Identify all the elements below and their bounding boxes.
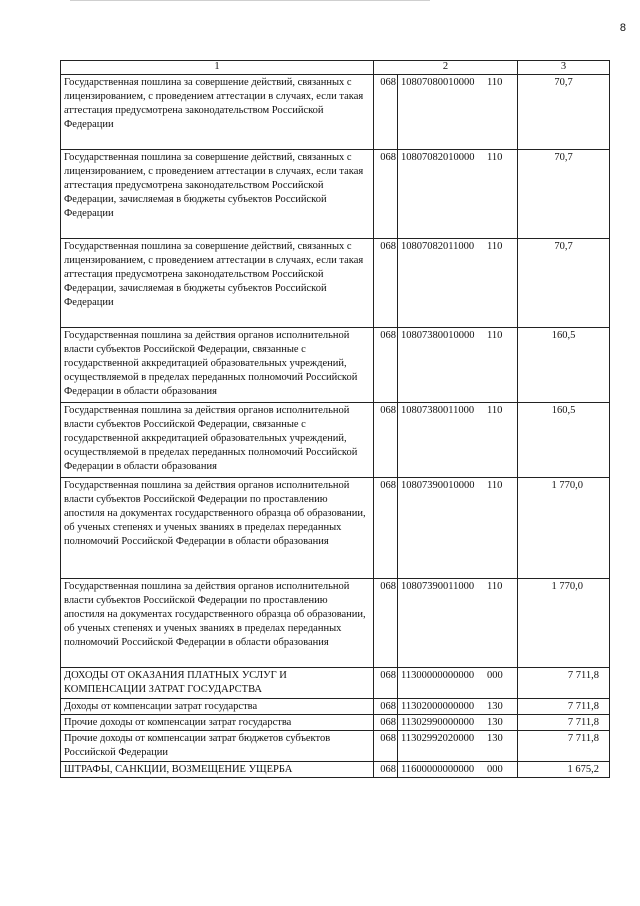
page-number: 8 [619, 22, 626, 34]
row-subcode: 110 [487, 77, 503, 88]
row-subcode: 110 [487, 152, 503, 163]
header-col-1: 1 [61, 61, 374, 75]
row-value: 7 711,8 [518, 715, 610, 731]
table-row [61, 403, 610, 478]
row-name: Государственная пошлина за действия органов исполнительной власти субъектов Российской Федерации по проставлению апостиля на документах государственного образца об образовании, об ученых степенях и ученых званиях в пределах переданных полномочий Российской Федерации в области образования [61, 579, 374, 668]
table-row [61, 239, 610, 328]
row-name: Государственная пошлина за совершение действий, связанных с лицензированием, с проведением аттестации в случаях, если такая аттестация предусмотрена законодательством Российской Федерации [61, 75, 374, 150]
row-name: ШТРАФЫ, САНКЦИИ, ВОЗМЕЩЕНИЕ УЩЕРБА [61, 762, 374, 778]
row-value: 160,5 [518, 328, 610, 403]
revenue-table [60, 60, 610, 778]
row-code [398, 715, 518, 731]
row-kbk: 10807380010000 [401, 330, 475, 341]
row-code [398, 699, 518, 715]
row-code [398, 579, 518, 668]
table-row [61, 478, 610, 579]
row-admin-code: 068 [374, 731, 398, 762]
row-subcode: 130 [487, 701, 503, 712]
row-subcode: 130 [487, 717, 503, 728]
row-value: 160,5 [518, 403, 610, 478]
row-subcode: 110 [487, 581, 503, 592]
row-kbk: 10807380011000 [401, 405, 475, 416]
row-code [398, 478, 518, 579]
table-row [61, 715, 610, 731]
table-row [61, 579, 610, 668]
row-name: Государственная пошлина за действия органов исполнительной власти субъектов Российской Федерации по проставлению апостиля на документах государственного образца об образовании, об ученых степенях и ученых званиях в пределах переданных полномочий Российской Федерации в области образования [61, 478, 374, 579]
row-name: Государственная пошлина за совершение действий, связанных с лицензированием, с проведением аттестации в случаях, если такая аттестация предусмотрена законодательством Российской Федерации, зачисляемая в бюджеты субъектов Российской Федерации [61, 150, 374, 239]
row-kbk: 11302000000000 [401, 701, 475, 712]
row-admin-code: 068 [374, 478, 398, 579]
table-row [61, 150, 610, 239]
row-admin-code: 068 [374, 403, 398, 478]
row-name: Прочие доходы от компенсации затрат государства [61, 715, 374, 731]
row-admin-code: 068 [374, 239, 398, 328]
scan-edge-line [70, 0, 430, 2]
row-code [398, 403, 518, 478]
row-value: 70,7 [518, 75, 610, 150]
row-kbk: 10807082010000 [401, 152, 475, 163]
row-admin-code: 068 [374, 699, 398, 715]
row-code [398, 668, 518, 699]
row-kbk: 10807390010000 [401, 480, 475, 491]
row-admin-code: 068 [374, 328, 398, 403]
row-value: 7 711,8 [518, 668, 610, 699]
row-admin-code: 068 [374, 579, 398, 668]
table-row [61, 75, 610, 150]
row-code [398, 75, 518, 150]
row-admin-code: 068 [374, 762, 398, 778]
row-subcode: 130 [487, 733, 503, 744]
header-col-2: 2 [374, 61, 518, 75]
row-kbk: 10807080010000 [401, 77, 475, 88]
row-value: 70,7 [518, 239, 610, 328]
row-admin-code: 068 [374, 75, 398, 150]
table-row [61, 668, 610, 699]
row-subcode: 110 [487, 241, 503, 252]
row-code [398, 731, 518, 762]
row-value: 7 711,8 [518, 699, 610, 715]
row-code [398, 328, 518, 403]
row-admin-code: 068 [374, 150, 398, 239]
row-value: 7 711,8 [518, 731, 610, 762]
row-code [398, 150, 518, 239]
row-kbk: 10807082011000 [401, 241, 475, 252]
table-row [61, 328, 610, 403]
table-header-row [61, 61, 610, 75]
row-subcode: 110 [487, 405, 503, 416]
row-kbk: 11302992020000 [401, 733, 475, 744]
row-value: 1 675,2 [518, 762, 610, 778]
table-row [61, 699, 610, 715]
row-name: Государственная пошлина за действия органов исполнительной власти субъектов Российской Федерации, связанные с государственной аккредитацией образовательных учреждений, осуществляемой в пределах переданных полномочий Российской Федерации в области образования [61, 328, 374, 403]
header-col-3: 3 [518, 61, 610, 75]
row-name: Доходы от компенсации затрат государства [61, 699, 374, 715]
row-value: 1 770,0 [518, 478, 610, 579]
row-kbk: 10807390011000 [401, 581, 475, 592]
row-kbk: 11600000000000 [401, 764, 475, 775]
row-code [398, 762, 518, 778]
row-value: 70,7 [518, 150, 610, 239]
row-code [398, 239, 518, 328]
row-name: Государственная пошлина за действия органов исполнительной власти субъектов Российской Федерации, связанные с государственной аккредитацией образовательных учреждений, осуществляемой в пределах переданных полномочий Российской Федерации в области образования [61, 403, 374, 478]
row-admin-code: 068 [374, 668, 398, 699]
row-subcode: 000 [487, 670, 503, 681]
row-value: 1 770,0 [518, 579, 610, 668]
row-kbk: 11300000000000 [401, 670, 475, 681]
table-row [61, 762, 610, 778]
row-admin-code: 068 [374, 715, 398, 731]
table-row [61, 731, 610, 762]
row-kbk: 11302990000000 [401, 717, 475, 728]
row-name: Прочие доходы от компенсации затрат бюджетов субъектов Российской Федерации [61, 731, 374, 762]
row-subcode: 000 [487, 764, 503, 775]
row-name: ДОХОДЫ ОТ ОКАЗАНИЯ ПЛАТНЫХ УСЛУГ И КОМПЕНСАЦИИ ЗАТРАТ ГОСУДАРСТВА [61, 668, 374, 699]
row-subcode: 110 [487, 480, 503, 491]
row-name: Государственная пошлина за совершение действий, связанных с лицензированием, с проведением аттестации в случаях, если такая аттестация предусмотрена законодательством Российской Федерации, зачисляемая в бюджеты субъектов Российской Федерации [61, 239, 374, 328]
row-subcode: 110 [487, 330, 503, 341]
